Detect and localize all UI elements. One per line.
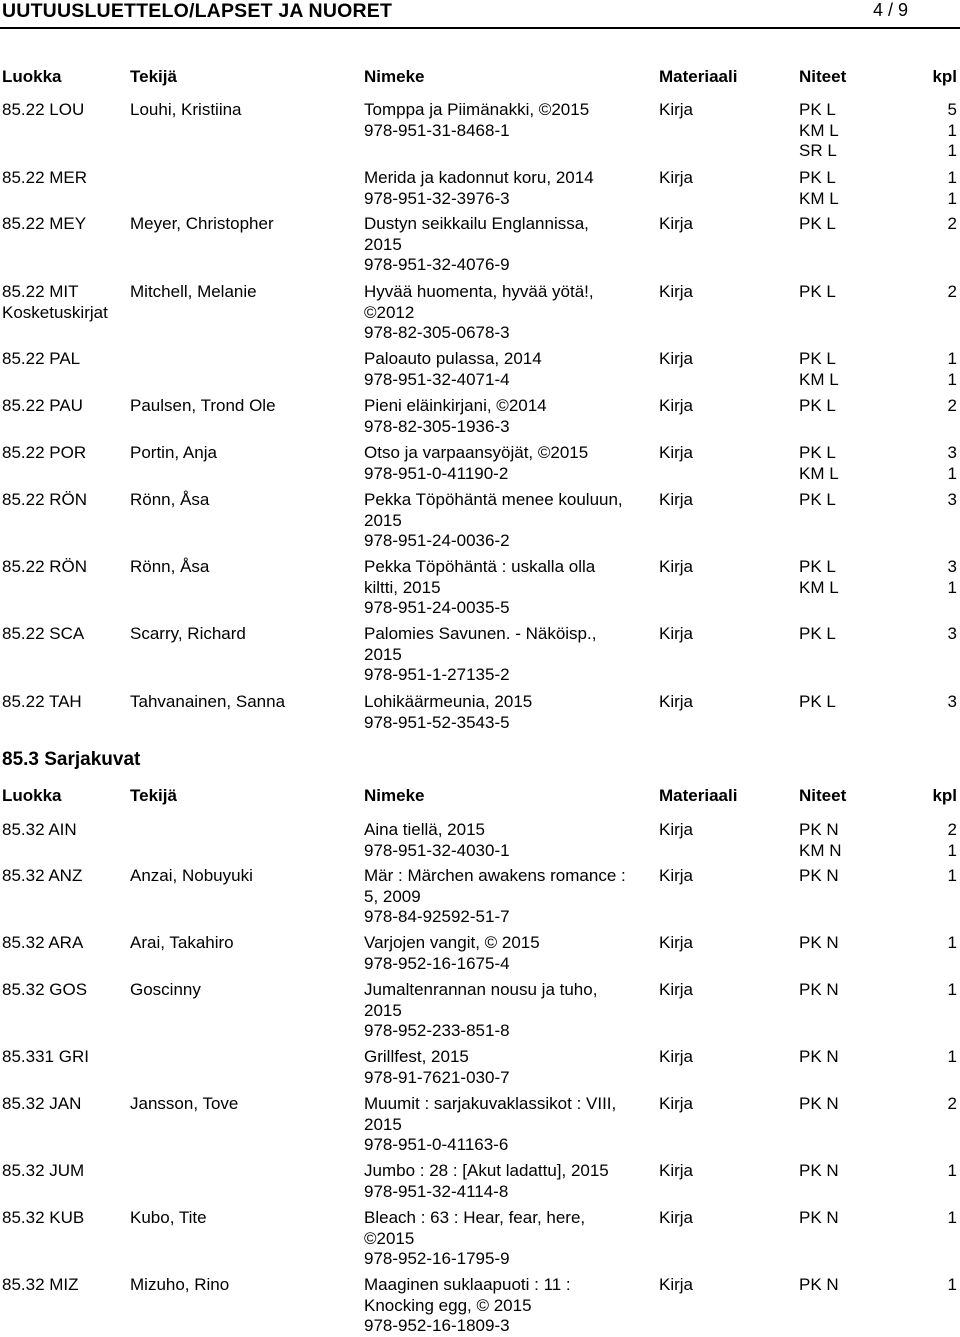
row-kpl-line: 3: [947, 692, 957, 711]
row-niteet-line: PK N: [799, 1161, 839, 1180]
row-luokka-line: 85.22 LOU: [2, 100, 85, 119]
row-kpl: [948, 1094, 957, 1115]
row-tekija: [130, 282, 257, 303]
row-luokka-line: 85.22 MER: [2, 168, 88, 187]
row-nimeke-line: Knocking egg, © 2015: [364, 1295, 532, 1315]
row-tekija-line: Jansson, Tove: [130, 1094, 239, 1113]
row-materiaali: [659, 1161, 693, 1182]
row-nimeke-line: ©2015: [364, 1228, 415, 1248]
row-niteet-line: PK N: [799, 1094, 839, 1113]
row-tekija: [130, 214, 274, 235]
row-luokka: [2, 1275, 79, 1296]
row-nimeke: [364, 490, 654, 552]
row-materiaali-line: Kirja: [659, 820, 694, 839]
row-materiaali: [659, 396, 693, 417]
row-nimeke-line: 5, 2009: [364, 886, 421, 906]
row-luokka: [2, 168, 87, 189]
row-luokka-line: 85.32 MIZ: [2, 1275, 79, 1294]
row-niteet-line: PK L: [799, 214, 836, 233]
row-materiaali: [659, 692, 693, 713]
row-kpl-line: 2: [947, 282, 957, 301]
row-tekija-line: Meyer, Christopher: [130, 214, 274, 233]
row-luokka-line: 85.32 JAN: [2, 1094, 82, 1113]
row-nimeke-line: Grillfest, 2015: [364, 1047, 469, 1066]
row-nimeke-line: 978-952-16-1795-9: [364, 1249, 510, 1269]
row-kpl-line: 5: [947, 100, 957, 119]
row-nimeke-line: 978-82-305-1936-3: [364, 416, 510, 436]
row-materiaali: [659, 624, 693, 645]
row-luokka-line: 85.32 KUB: [2, 1208, 85, 1227]
row-nimeke-line: 978-951-32-3976-3: [364, 188, 510, 208]
row-luokka: [2, 349, 80, 370]
row-materiaali-line: Kirja: [659, 168, 694, 187]
row-kpl: [948, 866, 957, 887]
row-materiaali-line: Kirja: [659, 349, 694, 368]
row-kpl-line: 1: [947, 933, 957, 952]
row-niteet-line: KM L: [799, 577, 839, 597]
row-luokka: [2, 1094, 81, 1115]
row-nimeke: [364, 624, 654, 686]
row-niteet-line: KM L: [799, 120, 839, 140]
row-nimeke-line: 2015: [364, 1114, 402, 1134]
row-tekija: [130, 933, 234, 954]
row-nimeke-line: 978-951-32-4076-9: [364, 255, 510, 275]
row-nimeke-line: 978-951-32-4071-4: [364, 369, 510, 389]
row-nimeke: [364, 396, 654, 437]
row-niteet-line: PK L: [799, 168, 836, 187]
row-materiaali-line: Kirja: [659, 1094, 694, 1113]
row-luokka: [2, 443, 86, 464]
row-kpl-line: 1: [947, 1208, 957, 1227]
row-luokka: [2, 1161, 84, 1182]
row-niteet-line: PK L: [799, 490, 836, 509]
row-nimeke-line: 2015: [364, 234, 402, 254]
row-tekija-line: Portin, Anja: [130, 443, 217, 462]
row-niteet-line: KM L: [799, 463, 839, 483]
row-kpl-line: 2: [947, 820, 957, 839]
row-kpl: [948, 933, 957, 954]
row-materiaali-line: Kirja: [659, 866, 694, 885]
col-tekija: Tekijä: [130, 67, 177, 86]
row-luokka: [2, 396, 83, 417]
row-materiaali: [659, 100, 693, 121]
row-kpl: [948, 980, 957, 1001]
row-nimeke-line: Pekka Töpöhäntä menee kouluun,: [364, 490, 623, 509]
row-luokka-line: 85.32 ARA: [2, 933, 84, 952]
row-niteet-line: PK L: [799, 282, 836, 301]
row-nimeke-line: Muumit : sarjakuvaklassikot : VIII,: [364, 1094, 617, 1113]
row-niteet: [799, 980, 839, 1001]
row-materiaali: [659, 557, 693, 578]
row-tekija: [130, 1275, 229, 1296]
row-nimeke-line: 978-951-1-27135-2: [364, 665, 510, 685]
row-niteet-line: PK L: [799, 624, 836, 643]
row-tekija: [130, 490, 209, 511]
row-materiaali: [659, 349, 693, 370]
row-nimeke-line: Pieni eläinkirjani, ©2014: [364, 396, 547, 415]
row-niteet: [799, 168, 839, 209]
row-tekija-line: Rönn, Åsa: [130, 490, 210, 509]
row-materiaali-line: Kirja: [659, 557, 694, 576]
row-kpl: [948, 557, 957, 598]
row-niteet-line: PK L: [799, 443, 836, 462]
row-materiaali: [659, 866, 693, 887]
row-luokka: [2, 1047, 89, 1068]
row-niteet: [799, 820, 842, 861]
col-kpl: kpl: [932, 67, 957, 86]
row-nimeke: [364, 820, 654, 861]
row-materiaali: [659, 168, 693, 189]
row-kpl-line: 2: [947, 1094, 957, 1113]
row-nimeke: [364, 443, 654, 484]
column-header-row: [0, 67, 960, 89]
row-nimeke-line: Otso ja varpaansyöjät, ©2015: [364, 443, 589, 462]
row-niteet: [799, 1208, 839, 1229]
row-nimeke-line: Dustyn seikkailu Englannissa,: [364, 214, 589, 233]
row-tekija: [130, 396, 276, 417]
row-kpl: [948, 624, 957, 645]
row-nimeke-line: Jumbo : 28 : [Akut ladattu], 2015: [364, 1161, 609, 1180]
row-materiaali-line: Kirja: [659, 980, 694, 999]
row-niteet-line: PK L: [799, 100, 836, 119]
row-nimeke-line: Paloauto pulassa, 2014: [364, 349, 542, 368]
row-nimeke-line: Aina tiellä, 2015: [364, 820, 485, 839]
row-nimeke: [364, 866, 654, 928]
row-nimeke-line: kiltti, 2015: [364, 577, 441, 597]
row-nimeke: [364, 1094, 654, 1156]
row-kpl: [948, 1047, 957, 1068]
row-luokka-line: Kosketuskirjat: [2, 302, 108, 322]
row-materiaali-line: Kirja: [659, 396, 694, 415]
row-nimeke: [364, 214, 654, 276]
row-nimeke-line: Maaginen suklaapuoti : 11 :: [364, 1275, 571, 1294]
row-nimeke: [364, 1275, 654, 1337]
row-tekija: [130, 624, 246, 645]
row-materiaali: [659, 1047, 693, 1068]
row-luokka: [2, 557, 87, 578]
page-header: [2, 0, 960, 26]
row-kpl-line: 1: [947, 840, 957, 860]
row-nimeke-line: Varjojen vangit, © 2015: [364, 933, 540, 952]
row-materiaali-line: Kirja: [659, 490, 694, 509]
row-materiaali-line: Kirja: [659, 282, 694, 301]
row-niteet: [799, 214, 836, 235]
row-nimeke-line: Lohikäärmeunia, 2015: [364, 692, 533, 711]
row-nimeke: [364, 1047, 654, 1088]
row-niteet-line: SR L: [799, 141, 837, 161]
row-nimeke-line: 978-951-32-4114-8: [364, 1181, 509, 1201]
row-kpl: [948, 692, 957, 713]
row-luokka: [2, 933, 83, 954]
row-nimeke-line: 978-951-31-8468-1: [364, 120, 510, 140]
row-tekija-line: Paulsen, Trond Ole: [130, 396, 276, 415]
row-tekija: [130, 1094, 238, 1115]
row-nimeke: [364, 282, 654, 344]
row-kpl-line: 2: [947, 396, 957, 415]
row-tekija-line: Scarry, Richard: [130, 624, 246, 643]
column-header-row-2: [0, 786, 960, 808]
row-nimeke-line: 978-951-24-0036-2: [364, 531, 510, 551]
row-niteet: [799, 100, 839, 162]
row-luokka: [2, 624, 84, 645]
row-niteet-line: PK L: [799, 692, 836, 711]
row-niteet: [799, 443, 839, 484]
row-tekija-line: Mizuho, Rino: [130, 1275, 230, 1294]
row-nimeke-line: Bleach : 63 : Hear, fear, here,: [364, 1208, 586, 1227]
row-nimeke-line: Mär : Märchen awakens romance :: [364, 866, 626, 885]
col-kpl: kpl: [932, 786, 957, 805]
row-kpl-line: 1: [947, 1047, 957, 1066]
row-niteet-line: PK N: [799, 866, 839, 885]
row-luokka: [2, 866, 82, 887]
row-tekija-line: Rönn, Åsa: [130, 557, 210, 576]
row-kpl: [948, 396, 957, 417]
row-kpl-line: 1: [947, 141, 957, 161]
row-nimeke-line: 978-952-233-851-8: [364, 1021, 510, 1041]
col-niteet: Niteet: [799, 67, 847, 86]
row-nimeke-line: 978-951-32-4030-1: [364, 840, 510, 860]
row-materiaali-line: Kirja: [659, 933, 694, 952]
row-kpl: [948, 1208, 957, 1229]
row-nimeke-line: 978-952-16-1675-4: [364, 953, 510, 973]
row-materiaali-line: Kirja: [659, 214, 694, 233]
row-nimeke-line: Jumaltenrannan nousu ja tuho,: [364, 980, 598, 999]
row-niteet-line: PK N: [799, 980, 839, 999]
row-nimeke-line: Tomppa ja Piimänakki, ©2015: [364, 100, 590, 119]
row-nimeke: [364, 168, 654, 209]
col-luokka: Luokka: [2, 786, 62, 805]
row-tekija: [130, 1208, 207, 1229]
row-kpl-line: 3: [947, 490, 957, 509]
row-nimeke-line: 978-951-52-3543-5: [364, 712, 510, 732]
row-niteet-line: PK L: [799, 396, 836, 415]
row-materiaali-line: Kirja: [659, 100, 694, 119]
row-nimeke-line: Merida ja kadonnut koru, 2014: [364, 168, 594, 187]
row-nimeke-line: 2015: [364, 1000, 402, 1020]
row-tekija-line: Mitchell, Melanie: [130, 282, 257, 301]
row-niteet: [799, 1047, 839, 1068]
row-nimeke-line: Palomies Savunen. - Näköisp.,: [364, 624, 597, 643]
row-nimeke-line: 978-951-0-41190-2: [364, 463, 509, 483]
row-luokka-line: 85.22 SCA: [2, 624, 85, 643]
row-niteet-line: PK N: [799, 1047, 839, 1066]
row-tekija-line: Goscinny: [130, 980, 201, 999]
header-rule: [0, 27, 960, 29]
row-kpl: [948, 349, 957, 390]
row-kpl: [948, 214, 957, 235]
row-luokka-line: 85.22 RÖN: [2, 490, 88, 509]
row-niteet: [799, 1161, 839, 1182]
row-kpl-line: 1: [947, 120, 957, 140]
row-kpl-line: 1: [947, 188, 957, 208]
row-kpl-line: 1: [947, 168, 957, 187]
row-kpl: [948, 490, 957, 511]
col-tekija: Tekijä: [130, 786, 177, 805]
row-nimeke: [364, 980, 654, 1042]
row-luokka-line: 85.32 AIN: [2, 820, 77, 839]
row-tekija-line: Kubo, Tite: [130, 1208, 207, 1227]
row-nimeke: [364, 933, 654, 974]
row-niteet: [799, 1275, 839, 1296]
row-tekija-line: Anzai, Nobuyuki: [130, 866, 253, 885]
row-kpl-line: 1: [947, 1161, 957, 1180]
row-nimeke-line: ©2012: [364, 302, 415, 322]
row-kpl-line: 1: [947, 980, 957, 999]
row-luokka: [2, 980, 87, 1001]
row-niteet-line: KM N: [799, 840, 842, 860]
row-tekija-line: Louhi, Kristiina: [130, 100, 242, 119]
row-kpl: [948, 100, 957, 162]
row-materiaali: [659, 1275, 693, 1296]
row-kpl-line: 1: [947, 349, 957, 368]
row-tekija-line: Arai, Takahiro: [130, 933, 234, 952]
row-kpl: [948, 1161, 957, 1182]
row-materiaali-line: Kirja: [659, 692, 694, 711]
row-niteet-line: PK N: [799, 820, 839, 839]
row-kpl-line: 1: [947, 1275, 957, 1294]
row-kpl-line: 1: [947, 369, 957, 389]
row-materiaali: [659, 490, 693, 511]
row-tekija: [130, 980, 201, 1001]
row-niteet-line: PK L: [799, 557, 836, 576]
row-nimeke-line: Hyvää huomenta, hyvää yötä!,: [364, 282, 594, 301]
row-nimeke-line: 978-84-92592-51-7: [364, 907, 510, 927]
row-kpl: [948, 820, 957, 861]
row-luokka: [2, 214, 86, 235]
row-luokka-line: 85.22 PAL: [2, 349, 81, 368]
row-kpl-line: 1: [947, 866, 957, 885]
row-materiaali-line: Kirja: [659, 1161, 694, 1180]
row-materiaali-line: Kirja: [659, 1275, 694, 1294]
row-kpl: [948, 282, 957, 303]
row-luokka-line: 85.32 JUM: [2, 1161, 85, 1180]
row-niteet: [799, 349, 839, 390]
row-niteet-line: PK N: [799, 1208, 839, 1227]
row-niteet: [799, 490, 836, 511]
row-nimeke-line: Pekka Töpöhäntä : uskalla olla: [364, 557, 596, 576]
row-niteet: [799, 282, 836, 303]
row-nimeke-line: 978-951-0-41163-6: [364, 1135, 509, 1155]
row-luokka-line: 85.331 GRI: [2, 1047, 89, 1066]
row-niteet: [799, 1094, 839, 1115]
col-materiaali: Materiaali: [659, 786, 738, 805]
row-materiaali: [659, 980, 693, 1001]
col-niteet: Niteet: [799, 786, 847, 805]
row-luokka: [2, 282, 108, 323]
row-materiaali-line: Kirja: [659, 624, 694, 643]
col-materiaali: Materiaali: [659, 67, 738, 86]
row-nimeke: [364, 1161, 654, 1202]
row-materiaali-line: Kirja: [659, 1047, 694, 1066]
row-niteet-line: KM L: [799, 188, 839, 208]
row-kpl-line: 3: [947, 443, 957, 462]
row-kpl-line: 3: [947, 557, 957, 576]
row-kpl-line: 1: [947, 577, 957, 597]
row-nimeke: [364, 692, 654, 733]
row-luokka: [2, 490, 87, 511]
row-tekija: [130, 443, 217, 464]
row-luokka-line: 85.32 ANZ: [2, 866, 83, 885]
row-niteet-line: PK N: [799, 933, 839, 952]
row-niteet: [799, 396, 836, 417]
row-materiaali: [659, 933, 693, 954]
row-kpl: [948, 1275, 957, 1296]
row-materiaali: [659, 820, 693, 841]
row-materiaali: [659, 1094, 693, 1115]
row-nimeke-line: 978-951-24-0035-5: [364, 598, 510, 618]
row-kpl: [948, 443, 957, 484]
row-materiaali-line: Kirja: [659, 443, 694, 462]
row-nimeke-line: 2015: [364, 644, 402, 664]
row-nimeke: [364, 349, 654, 390]
page-number: 4 / 9: [872, 0, 908, 20]
row-luokka-line: 85.22 POR: [2, 443, 87, 462]
row-luokka-line: 85.22 PAU: [2, 396, 83, 415]
row-luokka-line: 85.22 MIT: [2, 282, 79, 301]
row-niteet-line: PK N: [799, 1275, 839, 1294]
row-nimeke-line: 978-82-305-0678-3: [364, 323, 510, 343]
row-nimeke: [364, 557, 654, 619]
page-title: UUTUUSLUETTELO/LAPSET JA NUORET: [2, 0, 393, 22]
row-tekija: [130, 866, 253, 887]
row-materiaali: [659, 214, 693, 235]
row-luokka-line: 85.32 GOS: [2, 980, 88, 999]
row-luokka-line: 85.22 RÖN: [2, 557, 88, 576]
row-nimeke: [364, 100, 654, 141]
row-tekija: [130, 692, 285, 713]
row-materiaali-line: Kirja: [659, 1208, 694, 1227]
row-kpl-line: 3: [947, 624, 957, 643]
row-niteet: [799, 933, 839, 954]
col-luokka: Luokka: [2, 67, 62, 86]
col-nimeke: Nimeke: [364, 786, 425, 805]
row-kpl: [948, 168, 957, 209]
section-title: 85.3 Sarjakuvat: [2, 749, 141, 770]
row-kpl-line: 2: [947, 214, 957, 233]
row-materiaali: [659, 282, 693, 303]
row-materiaali: [659, 443, 693, 464]
col-nimeke: Nimeke: [364, 67, 425, 86]
row-niteet-line: PK L: [799, 349, 836, 368]
row-luokka: [2, 100, 84, 121]
row-materiaali: [659, 1208, 693, 1229]
row-nimeke-line: 978-952-16-1809-3: [364, 1316, 510, 1336]
row-nimeke-line: 2015: [364, 510, 402, 530]
row-niteet: [799, 866, 839, 887]
row-nimeke: [364, 1208, 654, 1270]
row-luokka-line: 85.22 MEY: [2, 214, 87, 233]
row-tekija: [130, 557, 209, 578]
row-niteet-line: KM L: [799, 369, 839, 389]
row-nimeke-line: 978-91-7621-030-7: [364, 1067, 510, 1087]
row-tekija-line: Tahvanainen, Sanna: [130, 692, 286, 711]
row-luokka-line: 85.22 TAH: [2, 692, 82, 711]
row-niteet: [799, 692, 836, 713]
row-tekija: [130, 100, 242, 121]
row-luokka: [2, 820, 77, 841]
row-luokka: [2, 1208, 84, 1229]
row-kpl-line: 1: [947, 463, 957, 483]
row-niteet: [799, 557, 839, 598]
row-niteet: [799, 624, 836, 645]
row-luokka: [2, 692, 82, 713]
